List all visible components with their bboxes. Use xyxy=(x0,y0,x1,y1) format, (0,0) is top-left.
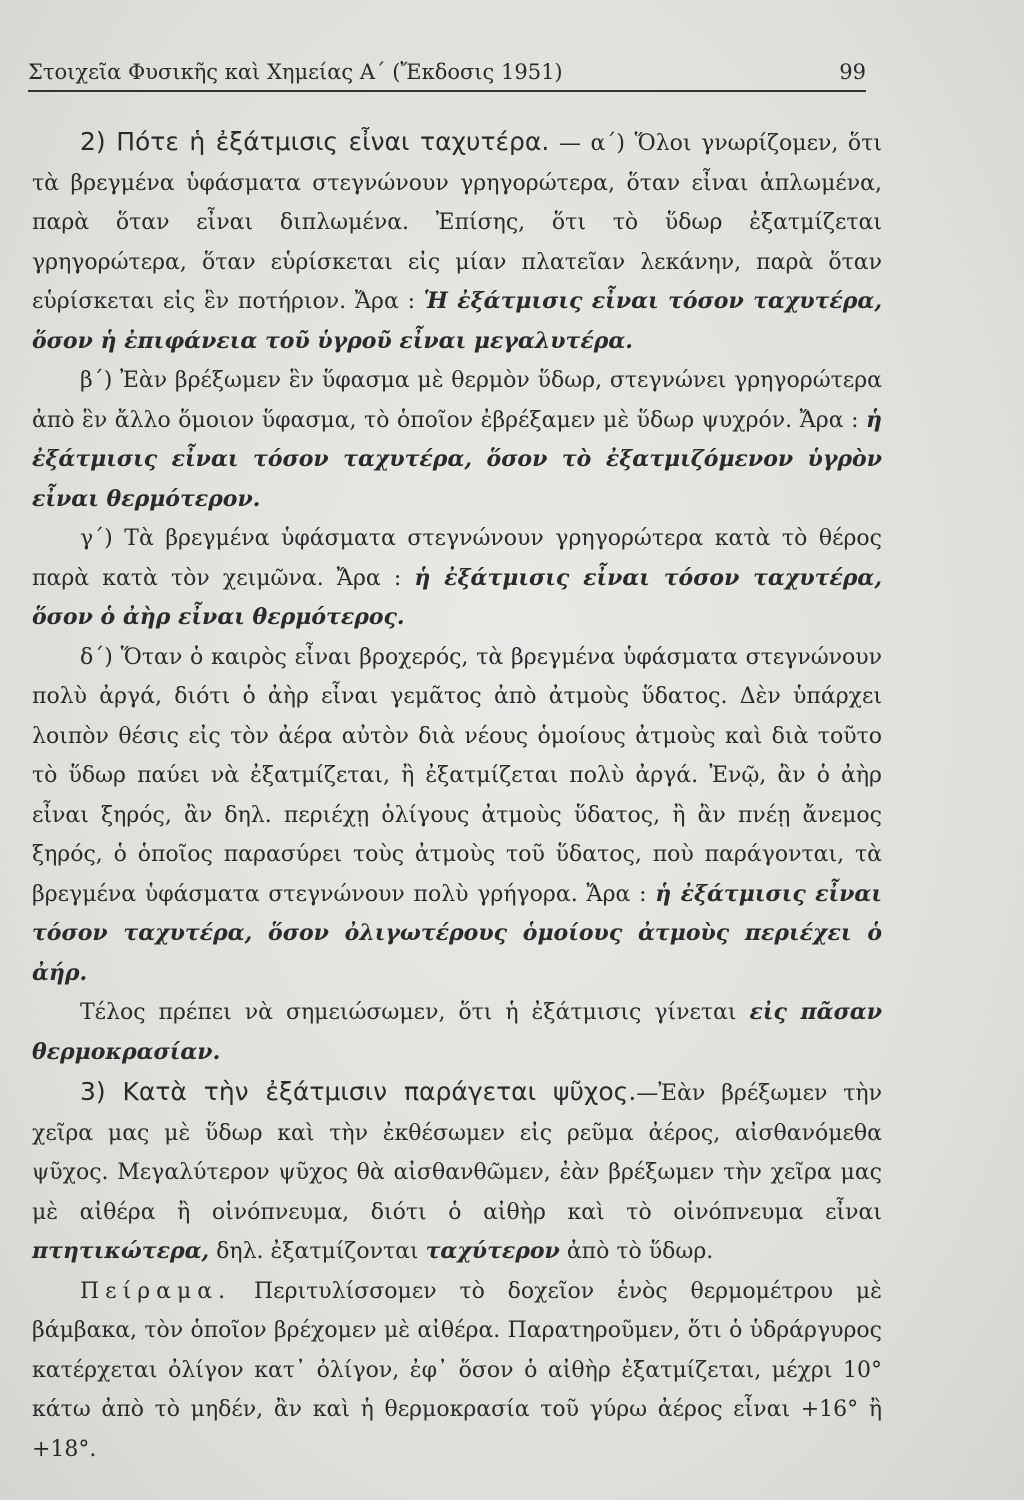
page-body xyxy=(32,122,882,1469)
rule-2d: ἡ ἐξάτμισις εἶναι τόσον ταχυτέρα, ὅσον ὀλιγωτέρους ὁμοίους ἀτμοὺς περιέχει ὁ ἀήρ. xyxy=(32,880,882,986)
emphasis-faster: ταχύτερον xyxy=(425,1238,560,1264)
paragraph-experiment xyxy=(32,1272,882,1470)
rule-2a: Ἡ ἐξάτμισις εἶναι τόσον ταχυτέρα, ὅσον ἡ ἐπιφάνεια τοῦ ὑγροῦ εἶναι μεγαλυτέρα. xyxy=(32,288,882,354)
book-title: Στοιχεῖα Φυσικῆς καὶ Χημείας Α΄ (Ἔκδοσις 1951) xyxy=(28,60,563,84)
paragraph-2a-text: — α΄) Ὅλοι γνωρίζομεν, ὅτι τὰ βρεγμένα ὑφάσματα στεγνώνουν γρηγορώτερα, ὅταν εἶναι ἁπλωμένα, παρὰ ὅταν εἶναι διπλωμένα. Ἐπίσης, ὅτι τὸ ὕδωρ ἐξατμίζεται γρηγορώτερα, ὅταν εὑρίσκεται εἰς μίαν πλατεῖαν λεκάνην, παρὰ ὅταν εὑρίσκεται εἰς ἓν ποτήριον. Ἄρα : xyxy=(32,131,882,314)
rule-2b: ἡ ἐξάτμισις εἶναι τόσον ταχυτέρα, ὅσον τὸ ἐξατμιζόμενον ὑγρὸν εἶναι θερμότερον. xyxy=(32,406,882,512)
section-2-heading: 2) Πότε ἡ ἐξάτμισις εἶναι ταχυτέρα. xyxy=(80,127,550,156)
paragraph-3 xyxy=(32,1072,882,1272)
paragraph-3-text-2: δηλ. ἐξατμίζονται xyxy=(209,1239,426,1264)
experiment-text: Περιτυλίσσομεν τὸ δοχεῖον ἑνὸς θερμομέτρου μὲ βάμβακα, τὸν ὁποῖον βρέχομεν μὲ αἰθέρα. Παρατηροῦμεν, ὅτι ὁ ὑδράργυρος κατέρχεται ὀλίγον κατ᾿ ὀλίγον, ἐφ᾿ ὅσον ὁ αἰθὴρ ἐξατμίζεται, μέχρι 10° κάτω ἀπὸ τὸ μηδέν, ἂν καὶ ἡ θερμοκρασία τοῦ γύρω ἀέρος εἶναι +16° ἢ +18°. xyxy=(32,1278,882,1462)
paragraph-2d xyxy=(32,638,882,994)
paragraph-2b-text: β΄) Ἐὰν βρέξωμεν ἓν ὕφασμα μὲ θερμὸν ὕδωρ, στεγνώνει γρηγορώτερα ἀπὸ ἓν ἄλλο ὅμοιον ὕφασμα, τὸ ὁποῖον ἐβρέξαμεν μὲ ὕδωρ ψυχρόν. Ἄρα : xyxy=(32,368,882,433)
paragraph-2a xyxy=(32,122,882,361)
paragraph-3-text-1: —Ἐὰν βρέξωμεν τὴν χεῖρα μας μὲ ὕδωρ καὶ τὴν ἐκθέσωμεν εἰς ρεῦμα ἀέρος, αἰσθανόμεθα ψῦχος. Μεγαλύτερον ψῦχος θὰ αἰσθανθῶμεν, ἐὰν βρέξωμεν τὴν χεῖρα μας μὲ αἰθέρα ἢ οἰνόπνευμα, διότι ὁ αἰθὴρ καὶ τὸ οἰνόπνευμα εἶναι xyxy=(32,1081,882,1225)
emphasis-volatile: πτητικώτερα, xyxy=(32,1238,210,1264)
paragraph-3-text-3: ἀπὸ τὸ ὕδωρ. xyxy=(559,1239,714,1264)
paragraph-2e-text: Τέλος πρέπει νὰ σημειώσωμεν, ὅτι ἡ ἐξάτμισις γίνεται xyxy=(80,1000,750,1025)
rule-2c: ἡ ἐξάτμισις εἶναι τόσον ταχυτέρα, ὅσον ὁ ἀὴρ εἶναι θερμότερος. xyxy=(32,564,882,630)
rule-2e: εἰς πᾶσαν θερμοκρασίαν. xyxy=(32,999,882,1065)
paragraph-2d-text: δ΄) Ὅταν ὁ καιρὸς εἶναι βροχερός, τὰ βρεγμένα ὑφάσματα στεγνώνουν πολὺ ἀργά, διότι ὁ ἀὴρ εἶναι γεμᾶτος ἀπὸ ἀτμοὺς ὕδατος. Δὲν ὑπάρχει λοιπὸν θέσις εἰς τὸν ἀέρα αὐτὸν διὰ νέους ὁμοίους ἀτμοὺς καὶ διὰ τοῦτο τὸ ὕδωρ παύει νὰ ἐξατμίζεται, ἢ ἐξατμίζεται πολὺ ἀργά. Ἐνῷ, ἂν ὁ ἀὴρ εἶναι ξηρός, ἂν δηλ. περιέχῃ ὀλίγους ἀτμοὺς ὕδατος, ἢ ἂν πνέῃ ἄνεμος ξηρός, ὁ ὁποῖος παρασύρει τοὺς ἀτμοὺς τοῦ ὕδατος, ποὺ παράγονται, τὰ βρεγμένα ὑφάσματα στεγνώνουν πολὺ γρήγορα. Ἄρα : xyxy=(32,644,882,907)
paragraph-2c xyxy=(32,519,882,638)
running-header xyxy=(28,60,866,92)
page-number: 99 xyxy=(839,60,866,84)
paragraph-2e xyxy=(32,993,882,1072)
paragraph-2b xyxy=(32,361,882,519)
experiment-label: Πείραμα. xyxy=(80,1278,232,1304)
paragraph-2c-text: γ΄) Τὰ βρεγμένα ὑφάσματα στεγνώνουν γρηγορώτερα κατὰ τὸ θέρος παρὰ κατὰ τὸν χειμῶνα. Ἄρα : xyxy=(32,526,882,591)
section-3-heading: 3) Κατὰ τὴν ἐξάτμισιν παράγεται ψῦχος. xyxy=(80,1077,637,1106)
